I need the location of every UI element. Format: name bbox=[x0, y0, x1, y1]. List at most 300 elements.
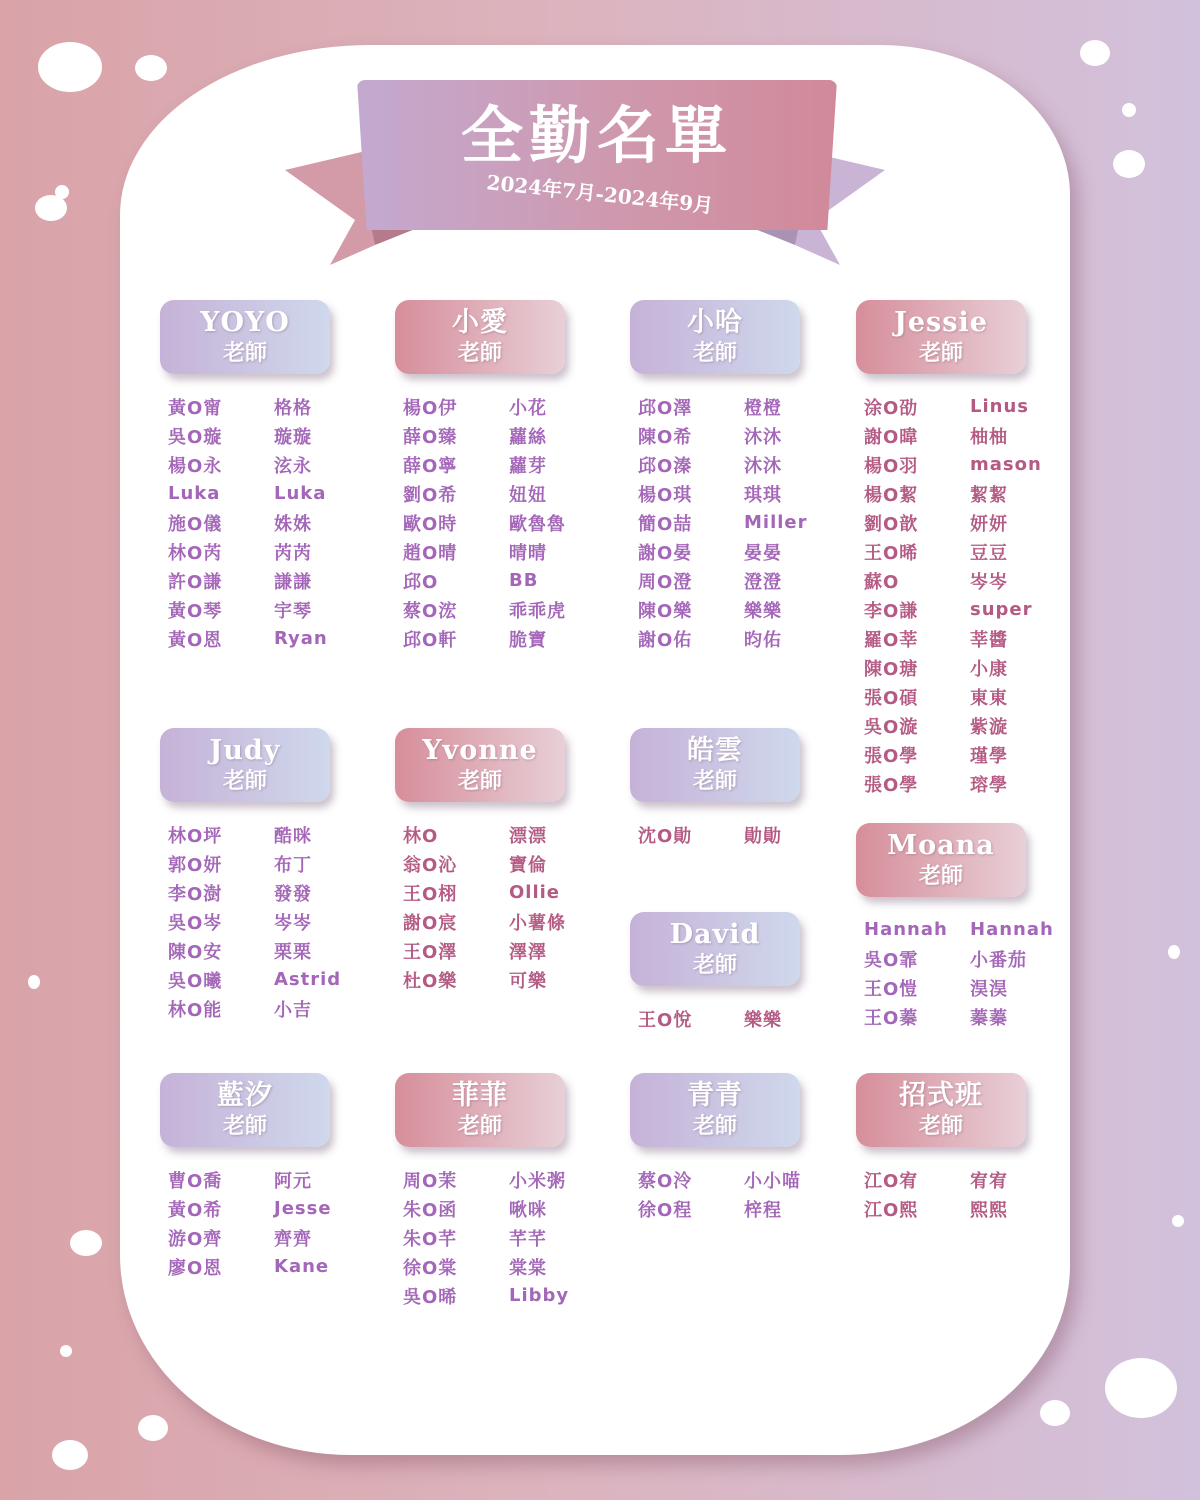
student-nickname: 發發 bbox=[274, 883, 312, 905]
student-name: 陳O瑭 bbox=[864, 658, 919, 680]
group-xiaoha bbox=[630, 300, 850, 653]
student-list bbox=[638, 392, 850, 653]
teacher-label bbox=[630, 300, 800, 374]
student-name: 吳O霏 bbox=[864, 949, 919, 971]
student-nickname: 瑢學 bbox=[970, 774, 1008, 796]
student-nickname: 莘醬 bbox=[970, 629, 1008, 651]
student-row bbox=[168, 624, 380, 653]
student-row bbox=[168, 1194, 380, 1223]
teacher-role: 老師 bbox=[457, 1113, 502, 1139]
student-name: 邱O溱 bbox=[638, 455, 693, 477]
teacher-role: 老師 bbox=[457, 768, 502, 794]
teacher-label bbox=[856, 823, 1026, 897]
student-nickname: 淏淏 bbox=[970, 978, 1008, 1000]
student-row bbox=[403, 820, 615, 849]
student-nickname: 寶倫 bbox=[509, 854, 547, 876]
teacher-role: 老師 bbox=[222, 768, 267, 794]
student-name: 涂O劭 bbox=[864, 397, 919, 419]
student-row bbox=[403, 1281, 615, 1310]
group-qingqing bbox=[630, 1073, 850, 1223]
student-list bbox=[168, 392, 380, 653]
student-name: 王O愷 bbox=[864, 978, 919, 1000]
decor-dot bbox=[138, 1415, 168, 1441]
student-row bbox=[403, 1194, 615, 1223]
group-jessie bbox=[856, 300, 1076, 798]
student-nickname: 棠棠 bbox=[509, 1257, 547, 1279]
student-nickname: 乖乖虎 bbox=[509, 600, 566, 622]
student-list bbox=[638, 820, 850, 849]
student-nickname: 宥宥 bbox=[970, 1170, 1008, 1192]
student-nickname: 泫永 bbox=[274, 455, 312, 477]
student-row bbox=[168, 1165, 380, 1194]
student-name: 王O栩 bbox=[403, 883, 458, 905]
student-nickname: 梓程 bbox=[744, 1199, 782, 1221]
student-nickname: 蘿絲 bbox=[509, 426, 547, 448]
student-row bbox=[403, 849, 615, 878]
student-name: 沈O勛 bbox=[638, 825, 693, 847]
decor-dot bbox=[70, 1230, 102, 1256]
teacher-label bbox=[856, 300, 1026, 374]
student-name: 蘇O bbox=[864, 571, 900, 593]
student-nickname: 澄澄 bbox=[744, 571, 782, 593]
student-name: 江O宥 bbox=[864, 1170, 919, 1192]
student-nickname: Miller bbox=[744, 512, 808, 533]
student-nickname: 瑾學 bbox=[970, 745, 1008, 767]
student-name: 周O茉 bbox=[403, 1170, 458, 1192]
student-row bbox=[403, 936, 615, 965]
teacher-name: 藍汐 bbox=[217, 1080, 273, 1111]
group-moana bbox=[856, 823, 1076, 1031]
student-name: 蔡O泠 bbox=[638, 1170, 693, 1192]
decor-dot bbox=[55, 185, 69, 199]
teacher-label bbox=[856, 1073, 1026, 1147]
student-nickname: Linus bbox=[970, 396, 1029, 417]
student-list bbox=[864, 915, 1076, 1031]
student-row bbox=[638, 1004, 850, 1033]
student-nickname: 謙謙 bbox=[274, 571, 312, 593]
student-nickname: 妞妞 bbox=[509, 484, 547, 506]
student-name: 施O儀 bbox=[168, 513, 223, 535]
student-nickname: 晏晏 bbox=[744, 542, 782, 564]
student-row bbox=[168, 479, 380, 508]
student-nickname: 漂漂 bbox=[509, 825, 547, 847]
student-name: 林O能 bbox=[168, 999, 223, 1021]
teacher-role: 老師 bbox=[457, 340, 502, 366]
student-row bbox=[864, 682, 1076, 711]
student-nickname: 蘿芽 bbox=[509, 455, 547, 477]
student-row bbox=[403, 479, 615, 508]
student-name: 楊O伊 bbox=[403, 397, 458, 419]
student-row bbox=[168, 1223, 380, 1252]
student-name: 王O晞 bbox=[864, 542, 919, 564]
student-row bbox=[403, 907, 615, 936]
student-row bbox=[168, 965, 380, 994]
group-lanxi bbox=[160, 1073, 380, 1281]
student-name: 許O謙 bbox=[168, 571, 223, 593]
student-row bbox=[638, 624, 850, 653]
student-nickname: 小吉 bbox=[274, 999, 312, 1021]
teacher-role: 老師 bbox=[222, 1113, 267, 1139]
student-nickname: 小花 bbox=[509, 397, 547, 419]
teacher-label bbox=[630, 912, 800, 986]
teacher-label bbox=[160, 1073, 330, 1147]
group-zhaoshiban bbox=[856, 1073, 1076, 1223]
student-name: 郭O妍 bbox=[168, 854, 223, 876]
student-name: 薛O臻 bbox=[403, 426, 458, 448]
student-row bbox=[168, 392, 380, 421]
student-nickname: 布丁 bbox=[274, 854, 312, 876]
student-row bbox=[403, 392, 615, 421]
student-name: 林O芮 bbox=[168, 542, 223, 564]
teacher-name: 菲菲 bbox=[452, 1080, 508, 1111]
student-nickname: 沐沐 bbox=[744, 455, 782, 477]
group-judy bbox=[160, 728, 380, 1023]
student-row bbox=[168, 566, 380, 595]
student-nickname: 勛勛 bbox=[744, 825, 782, 847]
student-row bbox=[638, 421, 850, 450]
student-list bbox=[864, 392, 1076, 798]
student-name: 李O謙 bbox=[864, 600, 919, 622]
student-nickname: Kane bbox=[274, 1256, 330, 1277]
student-nickname: 琪琪 bbox=[744, 484, 782, 506]
teacher-role: 老師 bbox=[918, 863, 963, 889]
student-row bbox=[864, 624, 1076, 653]
student-row bbox=[864, 740, 1076, 769]
student-nickname: Libby bbox=[509, 1285, 570, 1306]
student-nickname: 絜絜 bbox=[970, 484, 1008, 506]
student-name: 陳O樂 bbox=[638, 600, 693, 622]
student-row bbox=[403, 595, 615, 624]
teacher-name: David bbox=[669, 919, 761, 950]
student-nickname: 妍妍 bbox=[970, 513, 1008, 535]
decor-dot bbox=[1172, 1215, 1184, 1227]
student-row bbox=[864, 1194, 1076, 1223]
student-name: 曹O喬 bbox=[168, 1170, 223, 1192]
decor-dot bbox=[1105, 1358, 1177, 1418]
teacher-name: Jessie bbox=[894, 307, 988, 338]
student-name: 王O悅 bbox=[638, 1009, 693, 1031]
decor-dot bbox=[1122, 103, 1136, 117]
student-nickname: 姝姝 bbox=[274, 513, 312, 535]
student-name: 劉O希 bbox=[403, 484, 458, 506]
student-row bbox=[403, 537, 615, 566]
student-nickname: super bbox=[970, 599, 1033, 620]
student-row bbox=[403, 624, 615, 653]
student-row bbox=[864, 537, 1076, 566]
student-row bbox=[864, 915, 1076, 944]
student-row bbox=[403, 508, 615, 537]
student-row bbox=[168, 537, 380, 566]
page-title: 全勤名單 bbox=[460, 99, 733, 172]
student-list bbox=[168, 820, 380, 1023]
student-nickname: 宇琴 bbox=[274, 600, 312, 622]
group-feifei bbox=[395, 1073, 615, 1310]
student-nickname: 阿元 bbox=[274, 1170, 312, 1192]
student-name: 簡O喆 bbox=[638, 513, 693, 535]
student-row bbox=[168, 450, 380, 479]
student-name: 朱O芊 bbox=[403, 1228, 458, 1250]
student-nickname: 岑岑 bbox=[970, 571, 1008, 593]
student-row bbox=[403, 1252, 615, 1281]
student-name: 薛O寧 bbox=[403, 455, 458, 477]
teacher-label bbox=[395, 1073, 565, 1147]
student-row bbox=[864, 595, 1076, 624]
student-name: 廖O恩 bbox=[168, 1257, 223, 1279]
student-name: 謝O佑 bbox=[638, 629, 693, 651]
student-nickname: 樂樂 bbox=[744, 600, 782, 622]
student-row bbox=[403, 450, 615, 479]
student-nickname: 璇璇 bbox=[274, 426, 312, 448]
student-name: 楊O永 bbox=[168, 455, 223, 477]
student-name: 邱O軒 bbox=[403, 629, 458, 651]
student-name: 徐O程 bbox=[638, 1199, 693, 1221]
decor-dot bbox=[1168, 945, 1180, 959]
student-row bbox=[403, 878, 615, 907]
teacher-name: 小愛 bbox=[452, 307, 508, 338]
student-name: 謝O晏 bbox=[638, 542, 693, 564]
teacher-role: 老師 bbox=[692, 768, 737, 794]
student-name: 邱O澤 bbox=[638, 397, 693, 419]
student-nickname: 小康 bbox=[970, 658, 1008, 680]
student-name: 王O蓁 bbox=[864, 1007, 919, 1029]
student-nickname: 可樂 bbox=[509, 970, 547, 992]
group-david bbox=[630, 912, 850, 1033]
student-row bbox=[403, 1223, 615, 1252]
decor-dot bbox=[1040, 1400, 1070, 1426]
student-row bbox=[638, 1165, 850, 1194]
student-list bbox=[168, 1165, 380, 1281]
decor-dot bbox=[60, 1345, 72, 1357]
teacher-label bbox=[395, 300, 565, 374]
student-name: 歐O時 bbox=[403, 513, 458, 535]
student-row bbox=[168, 907, 380, 936]
student-row bbox=[638, 1194, 850, 1223]
student-row bbox=[168, 936, 380, 965]
student-row bbox=[638, 595, 850, 624]
student-nickname: 晴晴 bbox=[509, 542, 547, 564]
student-nickname: 芮芮 bbox=[274, 542, 312, 564]
student-nickname: 歐魯魯 bbox=[509, 513, 566, 535]
teacher-role: 老師 bbox=[918, 340, 963, 366]
student-name: 黃O恩 bbox=[168, 629, 223, 651]
student-name: 吳O漩 bbox=[864, 716, 919, 738]
student-nickname: BB bbox=[509, 570, 539, 591]
student-row bbox=[403, 566, 615, 595]
student-nickname: 橙橙 bbox=[744, 397, 782, 419]
decor-dot bbox=[28, 975, 40, 989]
student-row bbox=[864, 973, 1076, 1002]
student-row bbox=[638, 450, 850, 479]
student-nickname: 豆豆 bbox=[970, 542, 1008, 564]
decor-dot bbox=[38, 42, 102, 92]
student-row bbox=[638, 479, 850, 508]
student-name: Hannah bbox=[864, 919, 948, 940]
student-nickname: Astrid bbox=[274, 969, 342, 990]
student-name: 杜O樂 bbox=[403, 970, 458, 992]
student-list bbox=[403, 1165, 615, 1310]
student-nickname: Hannah bbox=[970, 919, 1054, 940]
student-name: 黃O琴 bbox=[168, 600, 223, 622]
student-row bbox=[864, 479, 1076, 508]
student-name: 邱O bbox=[403, 571, 439, 593]
student-row bbox=[638, 820, 850, 849]
student-nickname: 栗栗 bbox=[274, 941, 312, 963]
student-list bbox=[403, 392, 615, 653]
student-list bbox=[638, 1165, 850, 1223]
student-row bbox=[864, 1165, 1076, 1194]
student-row bbox=[168, 1252, 380, 1281]
teacher-name: Judy bbox=[209, 735, 281, 766]
student-name: 劉O歆 bbox=[864, 513, 919, 535]
teacher-role: 老師 bbox=[918, 1113, 963, 1139]
student-name: 林O bbox=[403, 825, 439, 847]
teacher-role: 老師 bbox=[692, 1113, 737, 1139]
student-nickname: 小小喵 bbox=[744, 1170, 801, 1192]
student-nickname: 柚柚 bbox=[970, 426, 1008, 448]
student-row bbox=[168, 508, 380, 537]
student-name: 吳O岑 bbox=[168, 912, 223, 934]
teacher-label bbox=[630, 728, 800, 802]
student-nickname: 樂樂 bbox=[744, 1009, 782, 1031]
student-name: 翁O沁 bbox=[403, 854, 458, 876]
student-nickname: 格格 bbox=[274, 397, 312, 419]
student-nickname: 沐沐 bbox=[744, 426, 782, 448]
student-name: 吳O璇 bbox=[168, 426, 223, 448]
student-name: 陳O希 bbox=[638, 426, 693, 448]
student-nickname: 岑岑 bbox=[274, 912, 312, 934]
student-nickname: 脆寶 bbox=[509, 629, 547, 651]
student-nickname: 昀佑 bbox=[744, 629, 782, 651]
student-name: 江O熙 bbox=[864, 1199, 919, 1221]
student-nickname: 啾咪 bbox=[509, 1199, 547, 1221]
student-nickname: 熙熙 bbox=[970, 1199, 1008, 1221]
decor-dot bbox=[1080, 40, 1110, 66]
teacher-name: Moana bbox=[887, 830, 995, 861]
teacher-label bbox=[160, 300, 330, 374]
student-nickname: 蓁蓁 bbox=[970, 1007, 1008, 1029]
group-yvonne bbox=[395, 728, 615, 994]
teacher-role: 老師 bbox=[222, 340, 267, 366]
student-name: 林O坪 bbox=[168, 825, 223, 847]
student-row bbox=[638, 392, 850, 421]
group-xiaoai bbox=[395, 300, 615, 653]
teacher-name: YOYO bbox=[200, 307, 290, 338]
student-row bbox=[403, 1165, 615, 1194]
student-name: 謝O宸 bbox=[403, 912, 458, 934]
student-name: 楊O琪 bbox=[638, 484, 693, 506]
student-row bbox=[864, 508, 1076, 537]
teacher-label bbox=[160, 728, 330, 802]
teacher-role: 老師 bbox=[692, 340, 737, 366]
decor-dot bbox=[52, 1440, 88, 1470]
student-nickname: Ollie bbox=[509, 882, 561, 903]
student-row bbox=[864, 711, 1076, 740]
student-row bbox=[864, 944, 1076, 973]
student-name: 張O學 bbox=[864, 745, 919, 767]
student-name: 楊O絜 bbox=[864, 484, 919, 506]
student-row bbox=[168, 421, 380, 450]
student-row bbox=[403, 965, 615, 994]
teacher-role: 老師 bbox=[692, 952, 737, 978]
student-row bbox=[864, 392, 1076, 421]
student-name: 王O澤 bbox=[403, 941, 458, 963]
student-name: 周O澄 bbox=[638, 571, 693, 593]
student-nickname: 小薯條 bbox=[509, 912, 566, 934]
student-nickname: 澤澤 bbox=[509, 941, 547, 963]
student-nickname: 芊芊 bbox=[509, 1228, 547, 1250]
student-name: Luka bbox=[168, 483, 221, 504]
student-list bbox=[403, 820, 615, 994]
group-yoyo bbox=[160, 300, 380, 653]
student-list bbox=[638, 1004, 850, 1033]
teacher-label bbox=[630, 1073, 800, 1147]
student-name: 吳O晞 bbox=[403, 1286, 458, 1308]
student-name: 張O學 bbox=[864, 774, 919, 796]
student-name: 楊O羽 bbox=[864, 455, 919, 477]
student-name: 陳O安 bbox=[168, 941, 223, 963]
student-nickname: 小番茄 bbox=[970, 949, 1027, 971]
student-nickname: Jesse bbox=[274, 1198, 332, 1219]
student-name: 游O齊 bbox=[168, 1228, 223, 1250]
student-row bbox=[864, 450, 1076, 479]
student-nickname: Ryan bbox=[274, 628, 328, 649]
group-haoyun bbox=[630, 728, 850, 849]
student-row bbox=[168, 994, 380, 1023]
student-name: 吳O曦 bbox=[168, 970, 223, 992]
student-row bbox=[638, 508, 850, 537]
teacher-name: 招式班 bbox=[899, 1080, 983, 1111]
student-row bbox=[168, 878, 380, 907]
student-row bbox=[638, 537, 850, 566]
student-row bbox=[403, 421, 615, 450]
student-row bbox=[864, 769, 1076, 798]
student-nickname: mason bbox=[970, 454, 1042, 475]
student-name: 羅O莘 bbox=[864, 629, 919, 651]
student-row bbox=[638, 566, 850, 595]
student-name: 黃O希 bbox=[168, 1199, 223, 1221]
teacher-name: 青青 bbox=[687, 1080, 743, 1111]
student-nickname: 東東 bbox=[970, 687, 1008, 709]
student-nickname: Luka bbox=[274, 483, 327, 504]
student-name: 趙O晴 bbox=[403, 542, 458, 564]
student-nickname: 酷咪 bbox=[274, 825, 312, 847]
decor-dot bbox=[1113, 150, 1145, 178]
teacher-name: 皓雲 bbox=[687, 735, 743, 766]
student-row bbox=[864, 1002, 1076, 1031]
student-name: 蔡O浤 bbox=[403, 600, 458, 622]
teacher-name: Yvonne bbox=[422, 735, 538, 766]
student-row bbox=[864, 653, 1076, 682]
teacher-label bbox=[395, 728, 565, 802]
decor-dot bbox=[135, 55, 167, 81]
date-range: 2024年7月-2024年9月 bbox=[485, 170, 715, 218]
student-name: 謝O暐 bbox=[864, 426, 919, 448]
student-nickname: 紫漩 bbox=[970, 716, 1008, 738]
student-list bbox=[864, 1165, 1076, 1223]
student-name: 徐O棠 bbox=[403, 1257, 458, 1279]
student-row bbox=[168, 820, 380, 849]
student-name: 朱O函 bbox=[403, 1199, 458, 1221]
student-row bbox=[168, 849, 380, 878]
student-row bbox=[864, 566, 1076, 595]
student-name: 張O碩 bbox=[864, 687, 919, 709]
student-row bbox=[864, 421, 1076, 450]
student-nickname: 齊齊 bbox=[274, 1228, 312, 1250]
teacher-name: 小哈 bbox=[687, 307, 743, 338]
student-nickname: 小米粥 bbox=[509, 1170, 566, 1192]
student-row bbox=[168, 595, 380, 624]
student-name: 黃O甯 bbox=[168, 397, 223, 419]
